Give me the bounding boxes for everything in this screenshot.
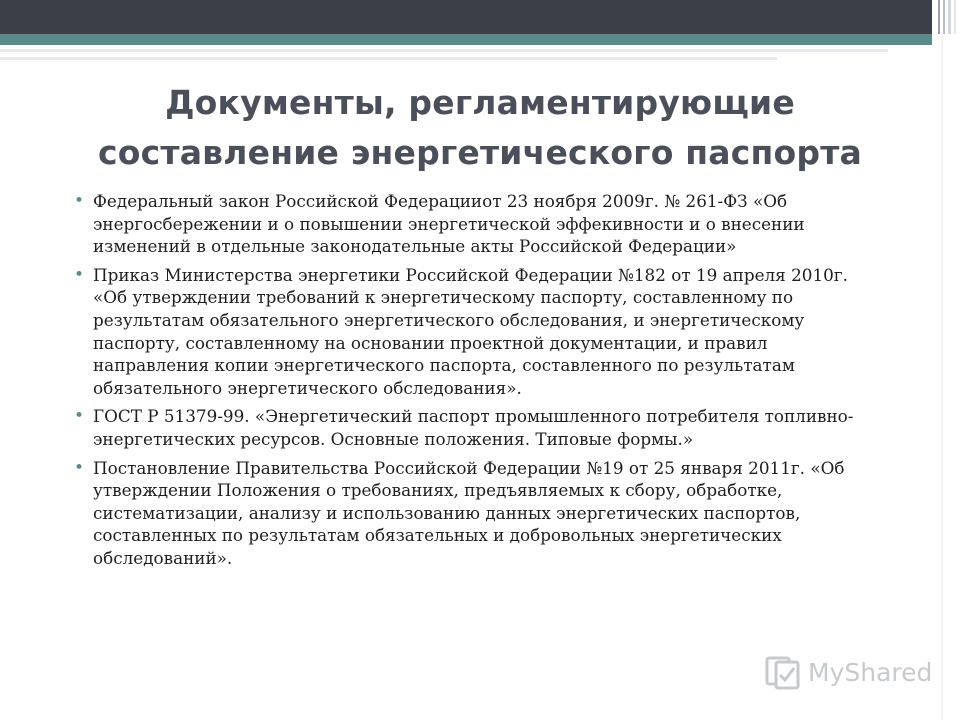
bullet-item (74, 190, 886, 258)
right-edge-decoration (932, 0, 960, 720)
top-decorative-band (0, 0, 932, 34)
slide-title: Документы, регламентирующие составление энергетического паспорта (97, 83, 863, 172)
bullet-item (74, 405, 886, 450)
edge-bar (948, 0, 951, 34)
edge-bar (938, 0, 940, 34)
edge-rail (941, 34, 943, 720)
watermark-text: MyShared (808, 657, 933, 687)
bullet-list (74, 190, 886, 576)
bullet-item (74, 457, 886, 570)
edge-bar (943, 0, 945, 34)
bullet-icon: • (74, 406, 85, 427)
myshared-logo-icon (764, 653, 802, 691)
bullet-text: ГОСТ Р 51379-99. «Энергетический паспорт промышленного потребителя топливно-энергетических ресурсов. Основные положения. Типовые формы.» (93, 406, 854, 449)
decorative-line (0, 57, 777, 60)
bullet-icon: • (74, 264, 85, 285)
watermark (764, 652, 932, 692)
accent-strip (0, 34, 932, 45)
bullet-text: Федеральный закон Российской Федерацииот 23 ноября 2009г. № 261-ФЗ «Об энергосбережении и о повышении энергетической эффекивности и о внесении изменений в отдельные законодательные акты Российской Федерации» (93, 191, 805, 257)
bullet-text: Постановление Правительства Российской Федерации №19 от 25 января 2011г. «Об утверждении Положения о требованиях, предъявляемых к сбору, обработке, систематизации, анализу и использованию данных энергетических паспортов, составленных по результатам обязательных и добровольных энергетических обследований». (93, 457, 845, 568)
bullet-item (74, 264, 886, 400)
bullet-icon: • (74, 457, 85, 478)
decorative-line (0, 49, 888, 52)
bullet-text: Приказ Министерства энергетики Российской Федерации №182 от 19 апреля 2010г. «Об утверждении требований к энергетическому паспорту, составленному по результатам обязательного энергетического обследования, и энергетическому паспорту, составленному на основании проектной документации, и правил направления копии энергетического паспорта, составленного по результатам обязательного энергетического обследования». (93, 264, 848, 398)
bullet-icon: • (74, 191, 85, 211)
edge-bar (954, 0, 956, 34)
